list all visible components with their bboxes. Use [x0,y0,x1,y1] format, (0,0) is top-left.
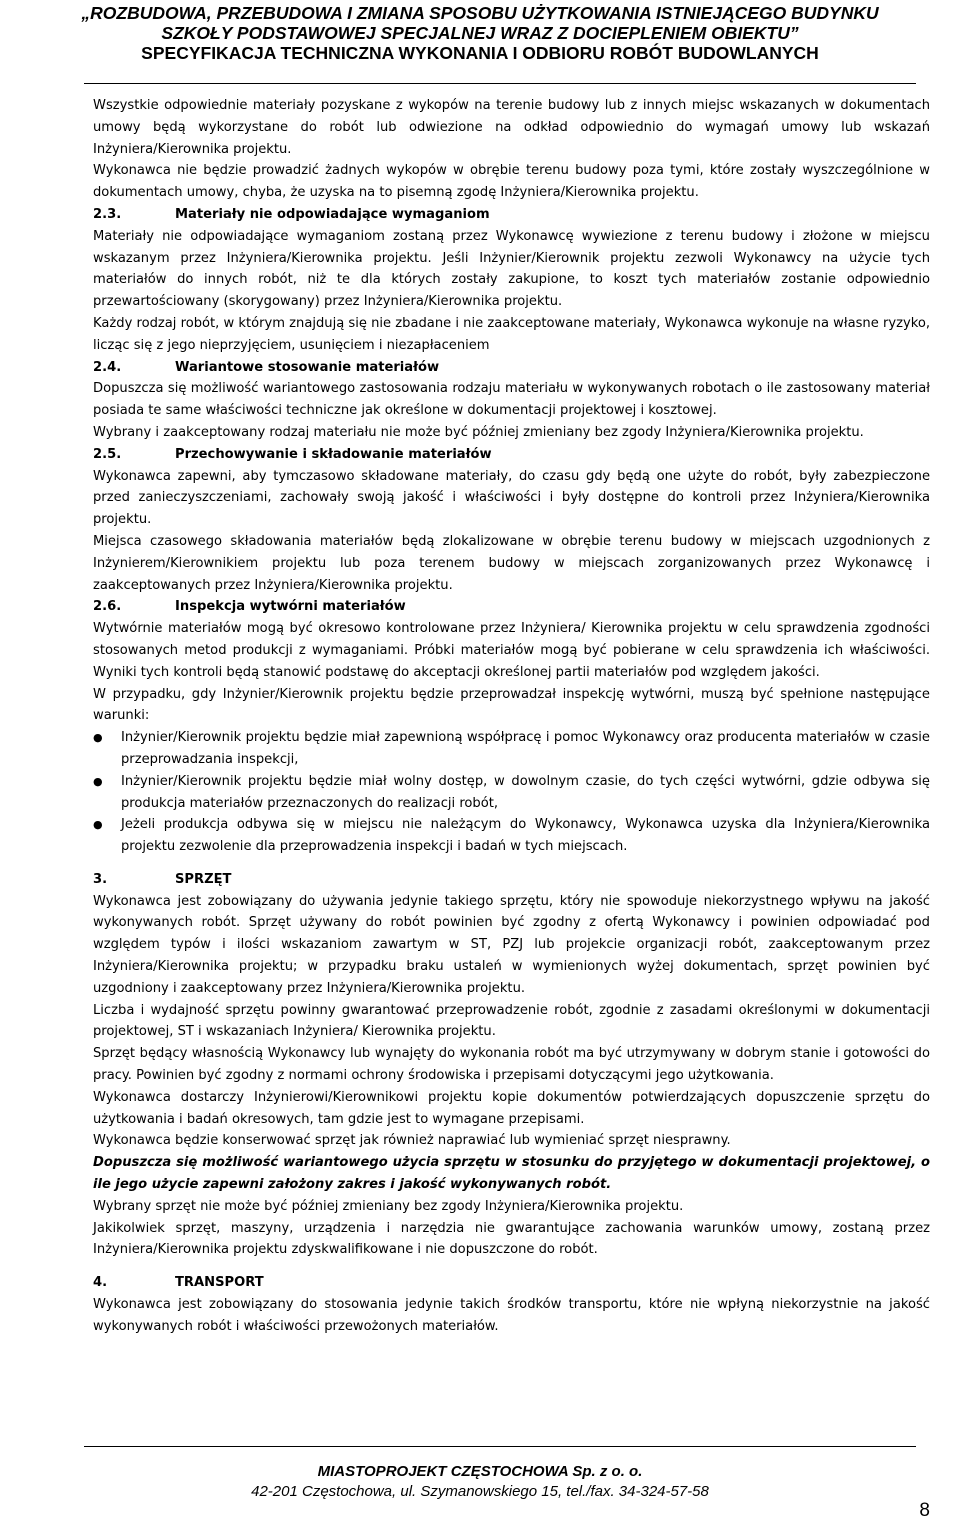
paragraph: W przypadku, gdy Inżynier/Kierownik projektu będzie przeprowadzał inspekcję wytwórni, muszą być spełnione następujące warunki: [93,686,930,724]
section-number: 2.5. [93,446,122,462]
header-specification-title: SPECYFIKACJA TECHNICZNA WYKONANIA I ODBIORU ROBÓT BUDOWLANYCH [141,43,819,63]
paragraph: Wykonawca będzie konserwować sprzęt jak również naprawiać lub wymieniać sprzęt niesprawny. [93,1133,731,1149]
section-title: Przechowywanie i składowanie materiałów [175,446,492,462]
document-header [0,3,960,63]
header-title-line-1: „ROZBUDOWA, PRZEBUDOWA I ZMIANA SPOSOBU UŻYTKOWANIA ISTNIEJĄCEGO BUDYNKU [81,3,879,23]
section-heading-2-4 [93,357,930,379]
section-title: TRANSPORT [175,1275,264,1291]
list-item: ● Inżynier/Kierownik projektu będzie miał zapewnioną współpracę i pomoc Wykonawcy oraz producenta materiałów w czasie przeprowadzania inspekcji, [93,727,930,771]
list-item: ● Inżynier/Kierownik projektu będzie miał wolny dostęp, w dowolnym czasie, do tych części wytwórni, gdzie odbywa się produkcja materiałów przeznaczonych do realizacji robót, [93,771,930,815]
paragraph: Wybrany i zaakceptowany rodzaj materiału nie może być później zmieniany bez zgody Inżyniera/Kierownika projektu. [93,424,864,440]
paragraph: Liczba i wydajność sprzętu powinny gwarantować przeprowadzenie robót, zgodnie z zasadami określonymi w dokumentacji projektowej, ST i wskazaniach Inżyniera/ Kierownika projektu. [93,1002,930,1040]
section-number: 2.4. [93,359,122,375]
document-body [93,95,930,1338]
paragraph: Wykonawca zapewni, aby tymczasowo składowane materiały, do czasu gdy będą one użyte do robót, były zabezpieczone przed zanieczyszczeniami, zachowały swoją jakość i właściwości i były dostępne do kontroli przez Inżyniera/Kierownika projektu. [93,468,930,528]
spacer [93,858,930,869]
paragraph: Wytwórnie materiałów mogą być okresowo kontrolowane przez Inżyniera/ Kierownika projektu w celu sprawdzenia zgodności stosowanych metod produkcji z wymaganiami. Próbki materiałów mogą być pobierane w celu sprawdzenia ich właściwości. Wyniki tych kontroli będą stanowić podstawę do akceptacji określonej partii materiałów pod względem jakości. [93,621,930,680]
bullet-list [93,727,930,858]
section-heading-2-5 [93,444,930,466]
paragraph: Jakikolwiek sprzęt, maszyny, urządzenia i narzędzia nie gwarantujące zachowania warunków umowy, zostaną przez Inżyniera/Kierownika projektu zdyskwalifikowane i nie dopuszczone do robót. [93,1220,930,1258]
section-number: 2.3. [93,206,122,222]
footer-company: MIASTOPROJEKT CZĘSTOCHOWA Sp. z o. o. [317,1463,643,1480]
page-number: 8 [919,1500,930,1521]
spacer [93,1261,930,1272]
section-title: SPRZĘT [175,871,232,887]
paragraph: Wybrany sprzęt nie może być później zmieniany bez zgody Inżyniera/Kierownika projektu. [93,1198,684,1214]
section-heading-4 [93,1272,930,1294]
list-item: ● Jeżeli produkcja odbywa się w miejscu nie należącym do Wykonawcy, Wykonawca uzyska dla Inżyniera/Kierownika projektu zezwolenie dla przeprowadzenia inspekcji i badań w tych miejscach. [93,814,930,858]
paragraph: Wykonawca jest zobowiązany do stosowania jedynie takich środków transportu, które nie wpłyną niekorzystnie na jakość wykonywanych robót i właściwości przewożonych materiałów. [93,1297,930,1334]
paragraph: Wykonawca nie będzie prowadzić żadnych wykopów w obrębie terenu budowy poza tymi, które zostały wyszczególnione w dokumentach umowy, chyba, że uzyska na to pisemną zgodę Inżyniera/Kierownika projektu. [93,163,930,201]
section-number: 4. [93,1275,108,1291]
section-title: Inspekcja wytwórni materiałów [175,599,406,615]
emphasized-paragraph: Dopuszcza się możliwość wariantowego użycia sprzętu w stosunku do przyjętego w dokumentacji projektowej, o ile jego użycie zapewni założony zakres i jakość wykonywanych robót. [93,1155,930,1193]
paragraph: Dopuszcza się możliwość wariantowego zastosowania rodzaju materiału w wykonywanych robotach o ile zastosowany materiał posiada te same właściwości techniczne jak określone w dokumentacji projektowej i kosztowej. [93,381,930,419]
header-title-line-2: SZKOŁY PODSTAWOWEJ SPECJALNEJ WRAZ Z DOCIEPLENIEM OBIEKTU” [161,23,799,43]
paragraph: Wykonawca jest zobowiązany do używania jedynie takiego sprzętu, który nie spowoduje niekorzystnego wpływu na jakość wykonywanych robót. Sprzęt używany do robót powinien być zgodny z ofertą Wykonawcy i powinien odpowiadać pod względem typów i ilości wskazaniom zawartym w ST, PZJ lub projekcie organizacji robót, zaakceptowanym przez Inżyniera/Kierownika projektu; w przypadku braku ustaleń w wymienionych wyżej dokumentach, sprzęt powinien być uzgodniony i zaakceptowany przez Inżyniera/Kierownika projektu. [93,893,930,996]
paragraph: Materiały nie odpowiadające wymaganiom zostaną przez Wykonawcę wywiezione z terenu budowy i złożone w miejscu wskazanym przez Inżyniera/Kierownika projektu. Jeśli Inżynier/Kierownik projektu zezwoli Wykonawcy na użycie tych materiałów do innych robót, niż te dla których zostały zakupione, to koszt tych materiałów zostanie odpowiednio przewartościowany (skorygowany) przez Inżyniera/Kierownika projektu. [93,228,930,310]
section-number: 3. [93,871,108,887]
footer-address: 42-201 Częstochowa, ul. Szymanowskiego 15, tel./fax. 34-324-57-58 [251,1483,709,1500]
section-title: Materiały nie odpowiadające wymaganiom [175,206,490,222]
footer-divider [84,1446,916,1447]
paragraph: Sprzęt będący własnością Wykonawcy lub wynajęty do wykonania robót ma być utrzymywany w dobrym stanie i gotowości do pracy. Powinien być zgodny z normami ochrony środowiska i przepisami dotyczącymi jego użytkowania. [93,1046,930,1084]
paragraph: Każdy rodzaj robót, w którym znajdują się nie zbadane i nie zaakceptowane materiały, Wykonawca wykonuje na własne ryzyko, licząc się z jego nieprzyjęciem, usunięciem i niezapłaceniem [93,315,930,353]
header-divider [84,83,916,84]
section-number: 2.6. [93,599,122,615]
paragraph: Miejsca czasowego składowania materiałów będą zlokalizowane w obrębie terenu budowy w miejscach uzgodnionych z Inżynierem/Kierownikiem projektu lub poza terenem budowy w miejscach zorganizowanych przez Wykonawcę i zaakceptowanych przez Inżyniera/Kierownika projektu. [93,533,930,593]
paragraph: Wszystkie odpowiednie materiały pozyskane z wykopów na terenie budowy lub z innych miejsc wskazanych w dokumentach umowy będą wykorzystane do robót lub odwiezione na odkład odpowiednio do wymagań umowy lub wskazań Inżyniera/Kierownika projektu. [93,98,930,157]
section-title: Wariantowe stosowanie materiałów [175,359,440,375]
section-heading-2-6 [93,596,930,618]
paragraph: Wykonawca dostarczy Inżynierowi/Kierownikowi projektu kopie dokumentów potwierdzających dopuszczenie sprzętu do użytkowania i badań okresowych, tam gdzie jest to wymagane przepisami. [93,1089,930,1127]
document-footer [0,1462,960,1502]
section-heading-2-3 [93,204,930,226]
section-heading-3 [93,869,930,891]
